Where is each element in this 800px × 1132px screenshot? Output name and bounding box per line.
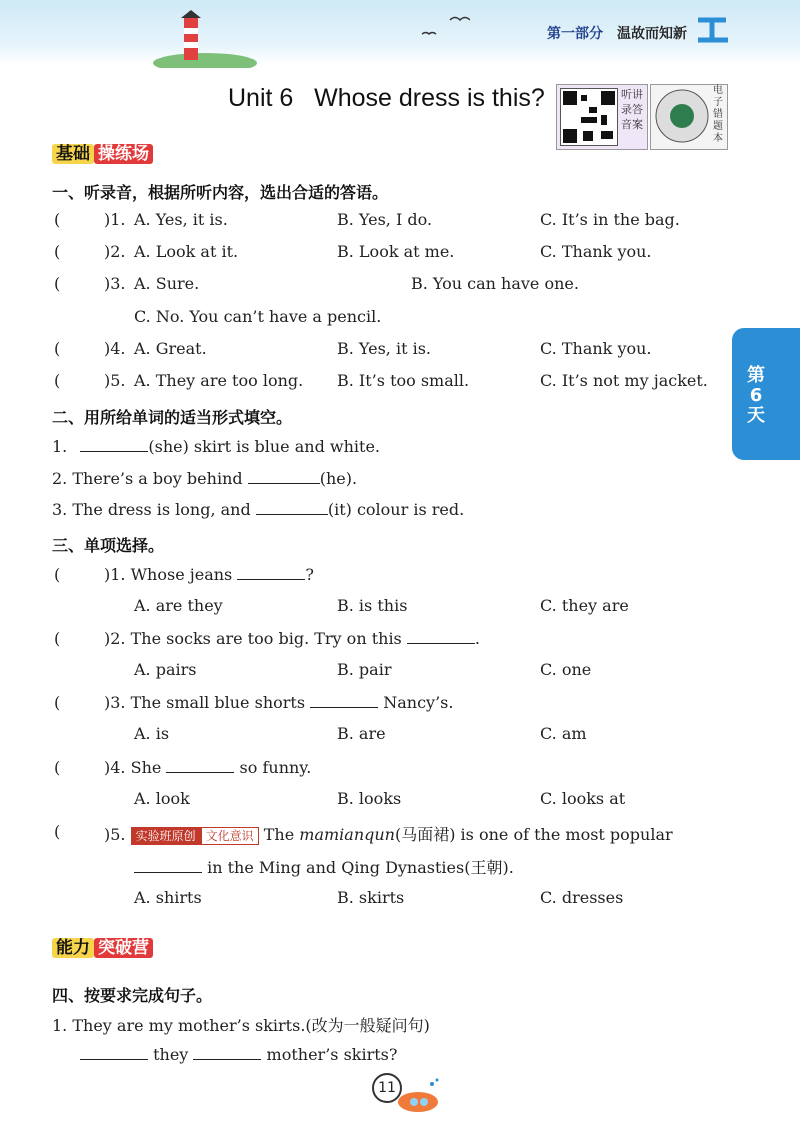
- item-number: )1.: [104, 565, 126, 584]
- item-number: 2.: [52, 469, 68, 488]
- item-number: )5.: [104, 371, 126, 390]
- choice-question-5-line2: [134, 855, 514, 878]
- answer-paren[interactable]: (: [54, 371, 61, 390]
- option-c: C. It’s not my jacket.: [540, 371, 708, 390]
- answer-text: they: [153, 1045, 189, 1064]
- option-a: A. They are too long.: [134, 371, 304, 390]
- option-c: C. Thank you.: [540, 242, 652, 261]
- mini-program-code-icon: [654, 88, 710, 144]
- answer-paren[interactable]: (: [54, 693, 61, 712]
- option-a: A. look: [134, 789, 190, 808]
- option-a: A. is: [134, 724, 170, 743]
- day-side-label: 第6天: [747, 365, 765, 426]
- choice-question-2: [104, 629, 480, 648]
- badge-ability-part: 能力: [52, 938, 94, 958]
- ability-breakthrough-badge: [52, 935, 153, 961]
- question-text: ?: [305, 565, 314, 584]
- section3-heading: 三、单项选择。: [52, 536, 165, 555]
- rewrite-answer-line: [80, 1045, 397, 1064]
- fill-item-3: [52, 500, 464, 519]
- qr-code-icon: [560, 88, 618, 146]
- item-number: )4.: [104, 339, 126, 358]
- choice-question-1: [104, 565, 314, 584]
- brand-mark-icon: [694, 14, 732, 46]
- option-b: B. Look at me.: [337, 242, 455, 261]
- page-title: Unit 6 Whose dress is this?: [228, 84, 545, 112]
- option-a: A. Great.: [134, 339, 207, 358]
- option-b: B. are: [337, 724, 386, 743]
- question-text: She: [130, 758, 162, 777]
- option-a: A. pairs: [134, 660, 197, 679]
- choice-question-4: [104, 758, 311, 777]
- qr-box-mistakes[interactable]: [650, 84, 728, 150]
- header-subtitle: 温故而知新: [617, 26, 687, 42]
- item-number: 3.: [52, 500, 68, 519]
- option-a: A. are they: [134, 596, 223, 615]
- option-b: B. skirts: [337, 888, 405, 907]
- fill-text: (she) skirt is blue and white.: [148, 437, 381, 456]
- question-italic-term: mamianqun: [299, 825, 395, 844]
- option-c: C. Thank you.: [540, 339, 652, 358]
- item-number: )3.: [104, 693, 126, 712]
- question-text: The socks are too big. Try on this: [130, 629, 402, 648]
- option-c: C. dresses: [540, 888, 624, 907]
- option-a: A. shirts: [134, 888, 202, 907]
- option-b: B. pair: [337, 660, 392, 679]
- item-number: )4.: [104, 758, 126, 777]
- answer-blank[interactable]: [310, 693, 378, 708]
- fill-text: (it) colour is red.: [327, 500, 465, 519]
- question-text: in the Ming and Qing Dynasties(王朝).: [207, 858, 514, 877]
- choice-question-5: [104, 822, 673, 845]
- answer-blank[interactable]: [237, 565, 305, 580]
- page-number: 11: [372, 1073, 402, 1103]
- question-text: Whose jeans: [130, 565, 233, 584]
- fill-text: (he).: [319, 469, 358, 488]
- answer-paren[interactable]: (: [54, 758, 61, 777]
- answer-blank[interactable]: [193, 1045, 261, 1060]
- section2-heading: 二、用所给单词的适当形式填空。: [52, 408, 293, 427]
- option-c: C. looks at: [540, 789, 626, 808]
- option-b: B. You can have one.: [411, 274, 579, 293]
- fill-text: There’s a boy behind: [72, 469, 243, 488]
- item-number: )2.: [104, 629, 126, 648]
- birds-icon: [420, 12, 470, 42]
- item-number: )5.: [104, 825, 126, 844]
- question-text: .: [474, 629, 480, 648]
- qr-mistake-label: 电子错题本: [713, 85, 723, 144]
- option-b: B. is this: [337, 596, 408, 615]
- answer-paren[interactable]: (: [54, 274, 61, 293]
- item-number: 1.: [52, 1016, 68, 1035]
- answer-blank[interactable]: [134, 858, 202, 873]
- item-number: 1.: [52, 437, 68, 456]
- qr-box-listen[interactable]: [556, 84, 648, 150]
- culture-badge: 文化意识: [201, 827, 259, 845]
- question-text: The small blue shorts: [130, 693, 306, 712]
- lighthouse-illustration: [150, 8, 260, 68]
- badge-breakthrough-part: 突破营: [94, 938, 153, 958]
- option-c: C. No. You can’t have a pencil.: [134, 307, 382, 326]
- option-c: C. one: [540, 660, 592, 679]
- option-a: A. Look at it.: [134, 242, 239, 261]
- question-text: They are my mother’s skirts.(改为一般疑问句): [72, 1016, 430, 1035]
- option-b: B. looks: [337, 789, 402, 808]
- question-text: (马面裙) is one of the most popular: [394, 825, 673, 844]
- option-a: A. Yes, it is.: [134, 210, 228, 229]
- answer-blank[interactable]: [248, 469, 320, 484]
- rewrite-question-1: [52, 1013, 430, 1036]
- fill-item-2: [52, 469, 357, 488]
- answer-blank[interactable]: [80, 1045, 148, 1060]
- qr-listen-label: 听讲录答音案: [621, 88, 643, 131]
- section1-heading: 一、听录音，根据所听内容，选出合适的答语。: [52, 183, 389, 202]
- original-badge: 实验班原创: [131, 827, 201, 845]
- question-text: Nancy’s.: [383, 693, 454, 712]
- option-b: B. It’s too small.: [337, 371, 470, 390]
- basic-practice-badge: [52, 141, 153, 167]
- badge-basic-part: 基础: [52, 144, 94, 164]
- question-text: so funny.: [239, 758, 312, 777]
- option-b: B. Yes, I do.: [337, 210, 433, 229]
- fill-text: The dress is long, and: [72, 500, 251, 519]
- item-number: )2.: [104, 242, 126, 261]
- answer-text: mother’s skirts?: [266, 1045, 398, 1064]
- answer-paren[interactable]: (: [54, 210, 61, 229]
- question-text: The: [263, 825, 295, 844]
- answer-paren[interactable]: (: [54, 339, 61, 358]
- item-number: )1.: [104, 210, 126, 229]
- answer-blank[interactable]: [80, 437, 148, 452]
- answer-blank[interactable]: [407, 629, 475, 644]
- badge-practice-part: 操练场: [94, 144, 153, 164]
- option-b: B. Yes, it is.: [337, 339, 431, 358]
- fill-item-1: [52, 437, 380, 456]
- answer-paren[interactable]: (: [54, 565, 61, 584]
- item-number: )3.: [104, 274, 126, 293]
- answer-paren[interactable]: (: [54, 822, 61, 841]
- answer-paren[interactable]: (: [54, 242, 61, 261]
- option-c: C. they are: [540, 596, 629, 615]
- answer-blank[interactable]: [256, 500, 328, 515]
- header-part: 第一部分: [547, 26, 603, 42]
- choice-question-3: [104, 693, 453, 712]
- option-c: C. It’s in the bag.: [540, 210, 680, 229]
- answer-blank[interactable]: [166, 758, 234, 773]
- section4-heading: 四、按要求完成句子。: [52, 986, 213, 1005]
- option-c: C. am: [540, 724, 587, 743]
- answer-paren[interactable]: (: [54, 629, 61, 648]
- option-a: A. Sure.: [134, 274, 200, 293]
